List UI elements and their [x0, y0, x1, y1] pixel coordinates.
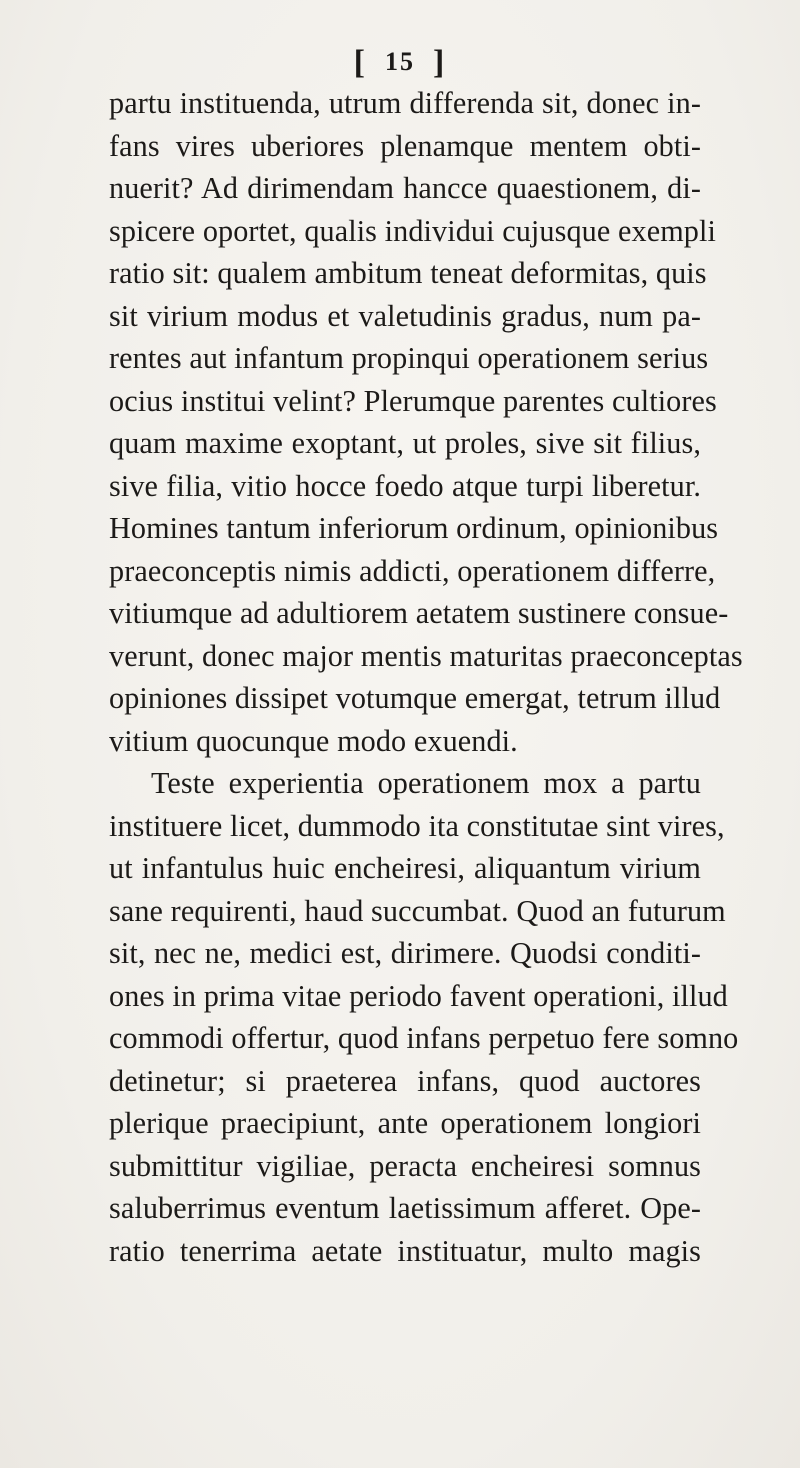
text-line: fans vires uberiores plenamque mentem obti-	[109, 128, 701, 163]
text-line: praeconceptis nimis addicti, operationem differre,	[109, 553, 716, 588]
text-line: sit virium modus et valetudinis gradus, num pa-	[109, 298, 701, 333]
text-line: spicere oportet, qualis individui cujusque exempli	[109, 213, 716, 248]
page-header	[0, 44, 800, 82]
text-line: submittitur vigiliae, peracta encheiresi somnus	[109, 1148, 701, 1183]
text-line: detinetur; si praeterea infans, quod auctores	[109, 1063, 701, 1098]
text-line: nuerit? Ad dirimendam hancce quaestionem, di-	[109, 171, 701, 205]
text-line: ratio sit: qualem ambitum teneat deformitas, quis	[109, 256, 707, 290]
text-line: partu instituenda, utrum differenda sit, donec in-	[109, 86, 701, 120]
text-line: instituere licet, dummodo ita constitutae sint vires,	[109, 808, 725, 843]
text-line: sane requirenti, haud succumbat. Quod an futurum	[109, 893, 726, 928]
text-line: ratio tenerrima aetate instituatur, multo magis	[109, 1233, 701, 1268]
text-line: ut infantulus huic encheiresi, aliquantum virium	[109, 851, 701, 885]
header-left-bracket: [	[353, 44, 367, 81]
text-line: sit, nec ne, medici est, dirimere. Quodsi conditi-	[109, 936, 701, 970]
text-line: ones in prima vitae periodo favent operationi, illud	[109, 978, 728, 1013]
header-right-bracket: ]	[433, 44, 447, 81]
text-line: verunt, donec major mentis maturitas praeconceptas	[109, 638, 743, 673]
body-text	[109, 82, 743, 1272]
text-line: Homines tantum inferiorum ordinum, opinionibus	[109, 511, 719, 545]
text-line-paragraph-end: vitium quocunque modo exuendi.	[109, 723, 518, 758]
page-number: 15	[385, 47, 415, 76]
text-line: sive filia, vitio hocce foedo atque turpi liberetur.	[109, 468, 701, 503]
text-line: opiniones dissipet votumque emergat, tetrum illud	[109, 681, 721, 715]
text-line: commodi offertur, quod infans perpetuo fere somno	[109, 1021, 739, 1055]
text-line: saluberrimus eventum laetissimum afferet. Ope-	[109, 1191, 701, 1225]
text-line-paragraph-start: Teste experientia operationem mox a partu	[151, 766, 701, 800]
text-line: rentes aut infantum propinqui operationem serius	[109, 341, 709, 375]
text-line: ocius institui velint? Plerumque parentes cultiores	[109, 383, 717, 418]
text-line: plerique praecipiunt, ante operationem longiori	[109, 1106, 701, 1140]
text-line: vitiumque ad adultiorem aetatem sustinere consue-	[109, 596, 729, 630]
text-line: quam maxime exoptant, ut proles, sive sit filius,	[109, 426, 701, 460]
